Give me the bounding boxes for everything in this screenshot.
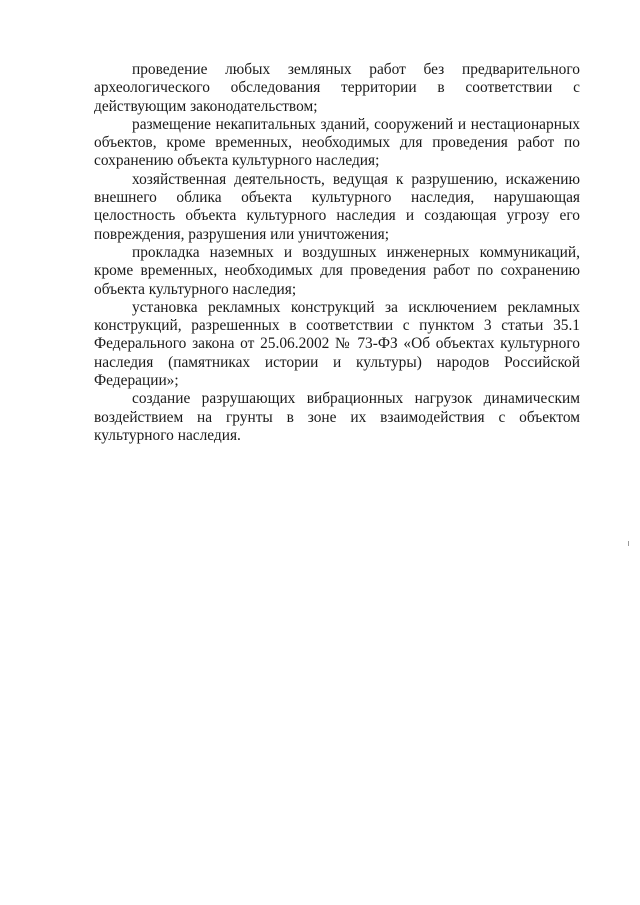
paragraph-utility-lines: прокладка наземных и воздушных инженерных коммуникаций, кроме временных, необходимых для проведения работ по сохранению объекта культурного наследия; bbox=[94, 243, 580, 298]
paragraph-non-capital-buildings: размещение некапитальных зданий, сооружений и нестационарных объектов, кроме временных, необходимых для проведения работ по сохранению объекта культурного наследия; bbox=[94, 115, 580, 170]
paragraph-economic-activity: хозяйственная деятельность, ведущая к разрушению, искажению внешнего облика объекта культурного наследия, нарушающая целостность объекта культурного наследия и создающая угрозу его повреждения, разрушения или уничтожения; bbox=[94, 170, 580, 243]
paragraph-earthworks: проведение любых земляных работ без предварительного археологического обследования территории в соответствии с действующим законодательством; bbox=[94, 61, 580, 115]
scan-edge-mark bbox=[628, 541, 629, 546]
paragraph-vibration-loads: создание разрушающих вибрационных нагрузок динамическим воздействием на грунты в зоне их взаимодействия с объектом культурного наследия. bbox=[94, 390, 580, 444]
paragraph-advertising-structures: установка рекламных конструкций за исключением рекламных конструкций, разрешенных в соответствии с пунктом 3 статьи 35.1 Федерального закона от 25.06.2002 № 73-ФЗ «Об объектах культурного наследия (памятниках истории и культуры) народов Российской Федерации»; bbox=[94, 298, 580, 390]
document-body bbox=[94, 61, 580, 445]
